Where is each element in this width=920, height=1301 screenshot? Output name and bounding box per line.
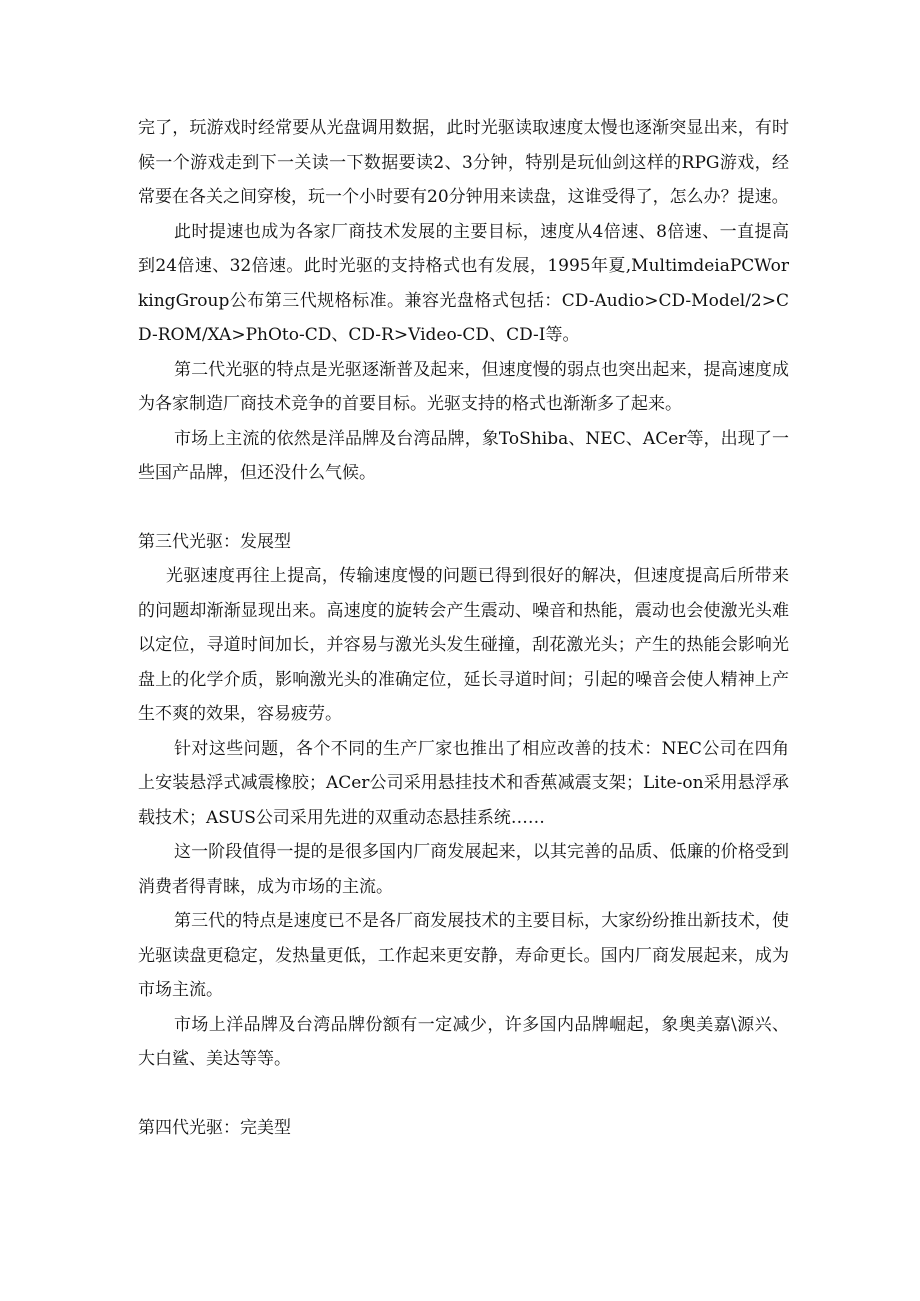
paragraph-third-gen-market: 市场上洋品牌及台湾品牌份额有一定减少，许多国内品牌崛起，象奥美嘉\源兴、大白鲨、美达等等。 bbox=[138, 1014, 789, 1069]
section-heading-fourth-gen: 第四代光驱：完美型 bbox=[138, 1117, 291, 1138]
paragraph-domestic-makers: 这一阶段值得一提的是很多国内厂商发展起来，以其完善的品质、低廉的价格受到消费者得青睐，成为市场的主流。 bbox=[138, 842, 789, 897]
paragraph-continuation: 完了，玩游戏时经常要从光盘调用数据，此时光驱读取速度太慢也逐渐突显出来，有时候一个游戏走到下一关读一下数据要读2、3分钟，特别是玩仙剑这样的RPG游戏，经常要在各关之间穿梭，玩一个小时要有20分钟用来读盘，这谁受得了，怎么办？提速。 bbox=[138, 118, 789, 207]
section-heading-third-gen: 第三代光驱：发展型 bbox=[138, 531, 291, 552]
paragraph-second-gen-summary: 第二代光驱的特点是光驱逐渐普及起来，但速度慢的弱点也突出起来，提高速度成为各家制造厂商技术竞争的首要目标。光驱支持的格式也渐渐多了起来。 bbox=[138, 359, 789, 414]
paragraph-third-gen-summary: 第三代的特点是速度已不是各厂商发展技术的主要目标，大家纷纷推出新技术，使光驱读盘更稳定，发热量更低，工作起来更安静，寿命更长。国内厂商发展起来，成为市场主流。 bbox=[138, 911, 789, 1000]
document-body bbox=[138, 111, 789, 1145]
paragraph-second-gen-market: 市场上主流的依然是洋品牌及台湾品牌，象ToShiba、NEC、ACer等，出现了一些国产品牌，但还没什么气候。 bbox=[138, 428, 789, 483]
paragraph-third-gen-problems: 光驱速度再往上提高，传输速度慢的问题已得到很好的解决，但速度提高后所带来的问题却渐渐显现出来。高速度的旋转会产生震动、噪音和热能，震动也会使激光头难以定位，寻道时间加长，并容易与激光头发生碰撞，刮花激光头；产生的热能会影响光盘上的化学介质，影响激光头的准确定位，延长寻道时间；引起的噪音会使人精神上产生不爽的效果，容易疲劳。 bbox=[138, 566, 789, 724]
paragraph-speed-upgrade: 此时提速也成为各家厂商技术发展的主要目标，速度从4倍速、8倍速、一直提高到24倍速、32倍速。此时光驱的支持格式也有发展，1995年夏,MultimdeiaPCWorkingGroup公布第三代规格标准。兼容光盘格式包括：CD-Audio>CD-Model/2>CD-ROM/XA>PhOto-CD、CD-R>Video-CD、CD-I等。 bbox=[138, 221, 789, 345]
paragraph-third-gen-solutions: 针对这些问题，各个不同的生产厂家也推出了相应改善的技术：NEC公司在四角上安装悬浮式减震橡胶；ACer公司采用悬挂技术和香蕉减震支架；Lite-on采用悬浮承载技术；ASUS公司采用先进的双重动态悬挂系统…… bbox=[138, 738, 789, 828]
